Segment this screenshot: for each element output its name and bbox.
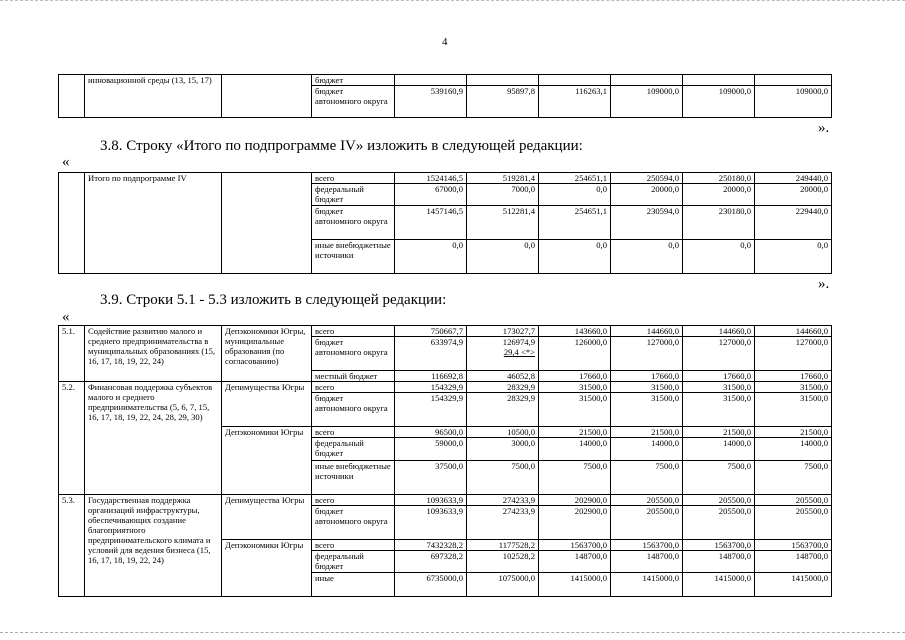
value-cell: 144660,0 (683, 326, 755, 337)
value-cell: 7500,0 (467, 461, 539, 495)
value-cell: 1563700,0 (755, 540, 832, 551)
value-cell: 1075000,0 (467, 573, 539, 597)
value-cell: 21500,0 (683, 427, 755, 438)
value-cell: 6735000,0 (395, 573, 467, 597)
value-cell: 14000,0 (755, 438, 832, 461)
value-cell: 1563700,0 (683, 540, 755, 551)
value-cell: 0,0 (539, 184, 611, 206)
value-cell: 1177528,2 (467, 540, 539, 551)
value-cell: 28329,9 (467, 382, 539, 393)
value-cell: 250180,0 (683, 173, 755, 184)
value-cell: 7000,0 (467, 184, 539, 206)
source-cell: федеральный бюджет (312, 551, 395, 573)
value-cell (539, 75, 611, 86)
value-cell: 249440,0 (755, 173, 832, 184)
value-cell: 205500,0 (683, 506, 755, 540)
value-cell: 7432328,2 (395, 540, 467, 551)
event-name: Содействие развитию малого и среднего предпринимательства в муниципальных образованиях (15, 16, 17, 18, 19, 22, 24) (85, 326, 222, 382)
table-3-9 (58, 325, 832, 597)
value-cell (467, 75, 539, 86)
value-cell: 20000,0 (683, 184, 755, 206)
value-cell: 274233,9 (467, 495, 539, 506)
value-cell: 20000,0 (755, 184, 832, 206)
source-cell: всего (312, 540, 395, 551)
source-cell: бюджет автономного округа (312, 206, 395, 240)
value-cell: 254651,1 (539, 206, 611, 240)
source-cell: федеральный бюджет (312, 438, 395, 461)
value-cell: 17660,0 (683, 371, 755, 382)
value-cell: 143660,0 (539, 326, 611, 337)
value-cell: 127000,0 (683, 337, 755, 371)
value-cell: 31500,0 (539, 393, 611, 427)
value-cell: 173027,7 (467, 326, 539, 337)
source-cell: местный бюджет (312, 371, 395, 382)
value-cell: 17660,0 (611, 371, 683, 382)
value-cell: 31500,0 (755, 382, 832, 393)
close-quote: ». (818, 120, 830, 136)
value-cell: 37500,0 (395, 461, 467, 495)
value-cell: 202900,0 (539, 495, 611, 506)
value-cell: 21500,0 (755, 427, 832, 438)
value-cell: 148700,0 (683, 551, 755, 573)
source-cell: бюджет автономного округа (312, 506, 395, 540)
open-quote: « (62, 309, 70, 325)
value-cell: 148700,0 (539, 551, 611, 573)
value-cell: 230594,0 (611, 206, 683, 240)
value-cell: 0,0 (539, 240, 611, 274)
executor-cell: Депимущества Югры (222, 495, 312, 540)
source-cell: всего (312, 173, 395, 184)
source-cell: бюджет автономного округа (312, 337, 395, 371)
total-label: Итого по подпрограмме IV (85, 173, 222, 274)
value-cell: 148700,0 (611, 551, 683, 573)
executor-cell (222, 75, 312, 118)
value-cell (395, 75, 467, 86)
value-cell: 31500,0 (611, 382, 683, 393)
value-cell: 7500,0 (755, 461, 832, 495)
executor-cell: Депэкономики Югры (222, 540, 312, 597)
value-cell: 1415000,0 (683, 573, 755, 597)
source-cell: иные (312, 573, 395, 597)
executor-cell (222, 173, 312, 274)
value-cell (683, 75, 755, 86)
value-cell: 109000,0 (683, 86, 755, 118)
value-cell: 14000,0 (611, 438, 683, 461)
value-cell: 254651,1 (539, 173, 611, 184)
value-cell: 31500,0 (539, 382, 611, 393)
value-cell: 14000,0 (539, 438, 611, 461)
open-quote: « (62, 154, 70, 170)
value-cell: 1093633,9 (395, 506, 467, 540)
value-cell: 31500,0 (683, 382, 755, 393)
value-cell: 205500,0 (683, 495, 755, 506)
row-number: 5.2. (59, 382, 85, 495)
executor-cell: Депэкономики Югры (222, 427, 312, 495)
value-cell: 1415000,0 (755, 573, 832, 597)
source-cell: всего (312, 382, 395, 393)
footnote-ref[interactable]: 29,4 <*> (503, 347, 535, 357)
value-cell: 0,0 (755, 240, 832, 274)
value-cell: 109000,0 (755, 86, 832, 118)
value-cell: 539160,9 (395, 86, 467, 118)
value-cell: 1415000,0 (539, 573, 611, 597)
heading-3-9: 3.9. Строки 5.1 - 5.3 изложить в следующей редакции: (100, 292, 447, 308)
value-cell: 0,0 (395, 240, 467, 274)
value-cell: 3000,0 (467, 438, 539, 461)
value-cell: 127000,0 (755, 337, 832, 371)
value-cell: 31500,0 (755, 393, 832, 427)
value-cell: 1415000,0 (611, 573, 683, 597)
value-cell-with-note (467, 337, 539, 371)
value-cell: 205500,0 (755, 495, 832, 506)
value-cell: 116263,1 (539, 86, 611, 118)
value-cell: 127000,0 (611, 337, 683, 371)
value-cell: 0,0 (683, 240, 755, 274)
value-cell: 205500,0 (611, 495, 683, 506)
value-cell: 31500,0 (683, 393, 755, 427)
value-cell: 148700,0 (755, 551, 832, 573)
page-bottom-edge (0, 632, 905, 635)
value-cell: 0,0 (611, 240, 683, 274)
value-cell: 1563700,0 (611, 540, 683, 551)
value-cell: 250594,0 (611, 173, 683, 184)
value-cell: 7500,0 (539, 461, 611, 495)
value-cell: 28329,9 (467, 393, 539, 427)
value-cell: 46052,8 (467, 371, 539, 382)
value-cell: 230180,0 (683, 206, 755, 240)
value-cell: 154329,9 (395, 393, 467, 427)
value-cell: 0,0 (467, 240, 539, 274)
value-cell: 14000,0 (683, 438, 755, 461)
page-top-edge (0, 0, 905, 3)
source-cell: бюджет автономного округа (312, 393, 395, 427)
value-cell: 519281,4 (467, 173, 539, 184)
value-cell: 21500,0 (611, 427, 683, 438)
value-cell: 96500,0 (395, 427, 467, 438)
source-cell: всего (312, 326, 395, 337)
value-cell: 126000,0 (539, 337, 611, 371)
value-cell: 1563700,0 (539, 540, 611, 551)
value-cell: 154329,9 (395, 382, 467, 393)
source-cell: всего (312, 427, 395, 438)
source-cell: иные внебюджетные источники (312, 240, 395, 274)
value-cell: 20000,0 (611, 184, 683, 206)
value-cell: 31500,0 (611, 393, 683, 427)
value-cell (755, 75, 832, 86)
page-number: 4 (442, 36, 448, 48)
value-cell: 102528,2 (467, 551, 539, 573)
value-cell: 10500,0 (467, 427, 539, 438)
value-cell: 697328,2 (395, 551, 467, 573)
table-3-8 (58, 172, 832, 274)
event-name: Государственная поддержка организаций инфраструктуры, обеспечивающих создание благоприятного предпринимательского климата и условий для ведения бизнеса (15, 16, 17, 18, 19, 22, 24) (85, 495, 222, 597)
source-cell: федеральный бюджет (312, 184, 395, 206)
value-cell: 633974,9 (395, 337, 467, 371)
event-name: Финансовая поддержка субъектов малого и среднего предпринимательства (5, 6, 7, 15, 16, 17, 18, 19, 22, 24, 28, 29, 30) (85, 382, 222, 495)
value-cell: 229440,0 (755, 206, 832, 240)
value-cell: 17660,0 (539, 371, 611, 382)
num-cell (59, 173, 85, 274)
value-cell: 202900,0 (539, 506, 611, 540)
source-cell: бюджет (312, 75, 395, 86)
source-cell: всего (312, 495, 395, 506)
value-cell: 205500,0 (755, 506, 832, 540)
value-cell: 7500,0 (611, 461, 683, 495)
value-text: 126974,9 (502, 337, 535, 347)
value-cell: 1093633,9 (395, 495, 467, 506)
value-cell: 750667,7 (395, 326, 467, 337)
source-cell: иные внебюджетные источники (312, 461, 395, 495)
value-cell (611, 75, 683, 86)
row-number: 5.1. (59, 326, 85, 382)
value-cell: 109000,0 (611, 86, 683, 118)
value-cell: 144660,0 (755, 326, 832, 337)
value-cell: 1457146,5 (395, 206, 467, 240)
value-cell: 274233,9 (467, 506, 539, 540)
value-cell: 95897,8 (467, 86, 539, 118)
value-cell: 205500,0 (611, 506, 683, 540)
value-cell: 7500,0 (683, 461, 755, 495)
heading-3-8: 3.8. Строку «Итого по подпрограмме IV» изложить в следующей редакции: (100, 138, 583, 154)
executor-cell: Депэкономики Югры, муниципальные образования (по согласованию) (222, 326, 312, 382)
value-cell: 512281,4 (467, 206, 539, 240)
executor-cell: Депимущества Югры (222, 382, 312, 427)
row-number: 5.3. (59, 495, 85, 597)
source-cell: бюджет автономного округа (312, 86, 395, 118)
value-cell: 1524146,5 (395, 173, 467, 184)
fragment-table (58, 74, 832, 118)
value-cell: 67000,0 (395, 184, 467, 206)
event-name: инновационной среды (13, 15, 17) (85, 75, 222, 118)
num-cell (59, 75, 85, 118)
value-cell: 144660,0 (611, 326, 683, 337)
value-cell: 21500,0 (539, 427, 611, 438)
value-cell: 116692,8 (395, 371, 467, 382)
value-cell: 59000,0 (395, 438, 467, 461)
close-quote: ». (818, 276, 830, 292)
value-cell: 17660,0 (755, 371, 832, 382)
